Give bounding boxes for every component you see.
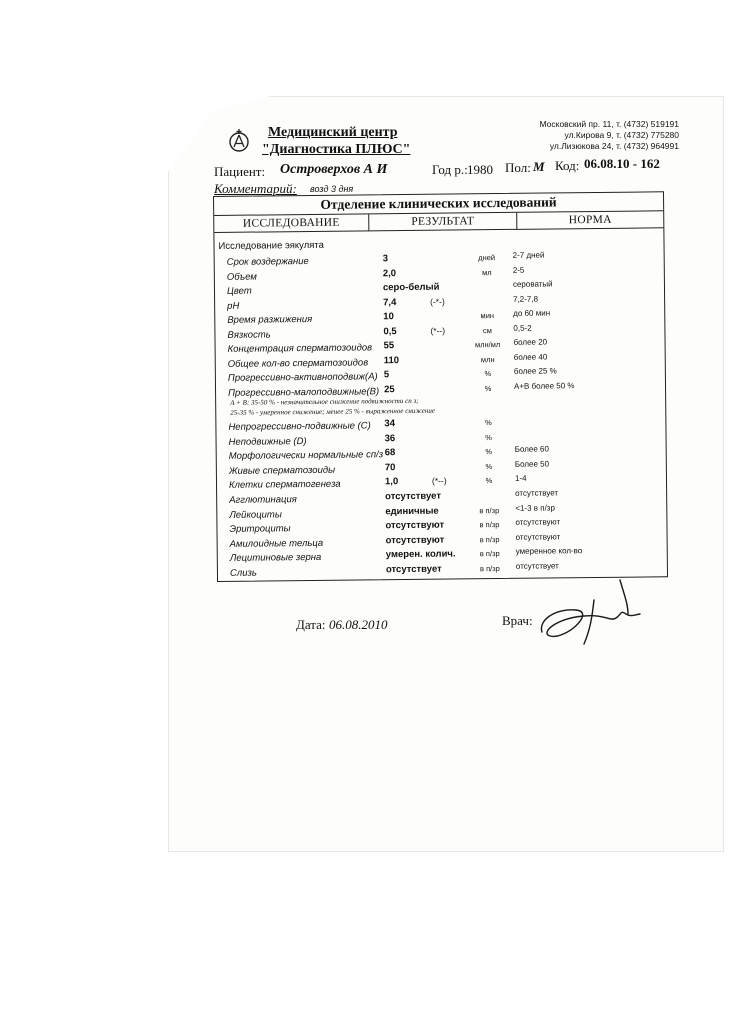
row-study-name: Непрогрессивно-подвижные (С) (228, 420, 371, 433)
doctor-signature (536, 570, 656, 650)
date-label: Дата: (296, 617, 326, 632)
motility-note-2: 25-35 % - умеренное снижение; менее 25 % - выраженное снижение (230, 406, 435, 417)
row-result-value: 70 (384, 461, 396, 474)
clinic-brand: "Диагностика ПЛЮС" (262, 142, 411, 157)
column-header-study: ИССЛЕДОВАНИЕ (214, 214, 369, 233)
row-study-name: Живые сперматозоиды (228, 464, 336, 477)
row-study-name: Агглютинация (229, 494, 297, 506)
row-result-flag: (*--) (430, 325, 446, 336)
row-unit: % (485, 476, 493, 486)
row-unit (461, 282, 513, 283)
row-norm: отсутствуют (515, 517, 561, 528)
row-result-value: 110 (383, 354, 400, 366)
row-result-value: отсутствуют (385, 534, 445, 547)
row-study-name: Прогрессивно-активноподвиж(А) (227, 371, 378, 384)
row-unit: мин (480, 311, 495, 321)
row-unit: % (485, 461, 493, 471)
row-norm: более 20 (513, 337, 548, 347)
row-study-name: Морфологически нормальные сп/з (228, 449, 384, 463)
row-result-flag: (-*-) (430, 296, 445, 307)
row-study-name: pH (227, 300, 240, 312)
row-norm: отсутствуют (515, 532, 561, 542)
row-norm: А+В более 50 % (513, 380, 575, 391)
sex-value: М (533, 159, 545, 174)
row-norm: отсутствует (515, 488, 559, 498)
row-study-name: Лейкоциты (229, 508, 282, 521)
row-study-name: Прогрессивно-малоподвижные(В) (228, 385, 380, 399)
section-title: Исследование эякулята (218, 239, 324, 252)
code-label: Код: (555, 158, 580, 173)
row-unit: в п/зр (479, 505, 500, 515)
row-unit: в п/зр (479, 564, 500, 574)
sex-label: Пол: (505, 160, 531, 175)
row-result-value: 36 (384, 432, 396, 444)
row-result-value: серо-белый (382, 281, 440, 294)
row-study-name: Слизь (229, 567, 257, 579)
row-unit: % (484, 418, 492, 428)
row-unit: в п/зр (479, 549, 500, 559)
clinic-address-1: Московский пр. 11, т. (4732) 519191 (539, 119, 679, 129)
row-study-name: Цвет (226, 285, 252, 297)
row-result-value: 7,4 (383, 296, 397, 308)
row-study-name: Время разжижения (227, 313, 313, 326)
row-unit: % (485, 432, 492, 442)
row-result-value: единичные (385, 505, 439, 517)
row-result-value: 68 (384, 447, 396, 459)
row-norm: Более 50 (514, 459, 550, 469)
row-norm: сероватый (512, 279, 553, 289)
row-result-value: отсутствует (385, 490, 442, 503)
row-unit: млн/мл (474, 340, 501, 350)
table-title: Отделение клинических исследований (214, 192, 663, 216)
birth-year: 1980 (467, 162, 493, 177)
row-result-value: отсутствует (385, 563, 442, 576)
row-unit (463, 491, 515, 492)
row-study-name: Срок воздержание (226, 256, 309, 268)
row-unit: % (484, 369, 492, 379)
row-result-value: 1,0 (384, 476, 399, 488)
row-study-name: Объем (226, 271, 257, 283)
row-unit: мл (481, 267, 492, 277)
column-header-result: РЕЗУЛЬТАТ (369, 213, 517, 232)
row-result-value: 25 (383, 383, 395, 395)
row-norm: умеренное кол-во (515, 546, 583, 557)
row-unit (461, 296, 513, 297)
row-unit: % (484, 383, 492, 393)
row-norm: до 60 мин (513, 308, 551, 318)
column-header-norm: НОРМА (517, 211, 663, 230)
results-table (213, 191, 668, 582)
row-norm: более 25 % (513, 366, 557, 376)
code-value: 06.08.10 - 162 (584, 156, 660, 171)
motility-note-1: А + В: 35-50 % - незначительное снижение подвижности сп з; (230, 396, 419, 407)
row-study-name: Вязкость (227, 328, 271, 341)
row-study-name: Клетки сперматогенеза (228, 479, 341, 492)
row-result-value: 2,0 (382, 267, 397, 279)
clinic-address-2: ул.Кирова 9, т. (4732) 775280 (564, 130, 679, 140)
row-study-name: Общее кол-во сперматозоидов (227, 356, 369, 370)
row-result-value: 10 (383, 311, 394, 323)
row-result-flag: (*--) (431, 475, 447, 487)
row-unit: см (482, 325, 492, 335)
row-unit: в п/зр (479, 534, 500, 545)
row-result-value: 3 (382, 253, 389, 265)
row-result-value: 0,5 (383, 325, 397, 337)
comment-label: Комментарий: (214, 181, 297, 196)
row-norm: 0,5-2 (513, 323, 532, 333)
row-study-name: Амилоидные тельца (229, 537, 324, 550)
row-study-name: Концентрация сперматозоидов (227, 342, 373, 355)
row-study-name: Эритроциты (229, 523, 291, 536)
row-study-name: Лецитиновые зерна (229, 552, 322, 565)
birth-year-label: Год р.: (432, 162, 468, 177)
row-norm: более 40 (513, 352, 548, 362)
row-norm: 1-4 (514, 474, 527, 484)
row-unit: в п/зр (479, 520, 500, 530)
row-result-value: умерен. колич. (385, 548, 456, 561)
row-study-name: Неподвижные (D) (228, 435, 307, 448)
patient-label: Пациент: (214, 164, 266, 179)
doctor-label: Врач: (502, 613, 533, 628)
row-unit: дней (478, 253, 496, 263)
row-norm: отсутствует (515, 561, 559, 571)
row-result-value: отсутствуют (385, 519, 445, 532)
row-norm: 7,2-7,8 (513, 294, 539, 304)
row-result-value: 55 (383, 340, 395, 352)
clinic-logo-icon (228, 128, 250, 154)
row-norm: Более 60 (514, 444, 549, 455)
clinic-address-3: ул.Лизюкова 24, т. (4732) 964991 (549, 141, 679, 151)
row-norm: 2-5 (512, 265, 525, 275)
date-value: 06.08.2010 (329, 617, 388, 632)
row-unit: млн (480, 354, 495, 364)
row-norm: <1-3 в п/зр (515, 503, 555, 513)
comment-value: возд 3 дня (310, 184, 354, 194)
row-unit: % (485, 447, 493, 457)
patient-name: Островерхов А И (280, 162, 388, 177)
row-norm: 2-7 дней (512, 250, 545, 260)
clinic-name: Медицинский центр (268, 125, 398, 140)
row-result-value: 5 (383, 369, 390, 381)
row-result-value: 34 (384, 418, 396, 430)
